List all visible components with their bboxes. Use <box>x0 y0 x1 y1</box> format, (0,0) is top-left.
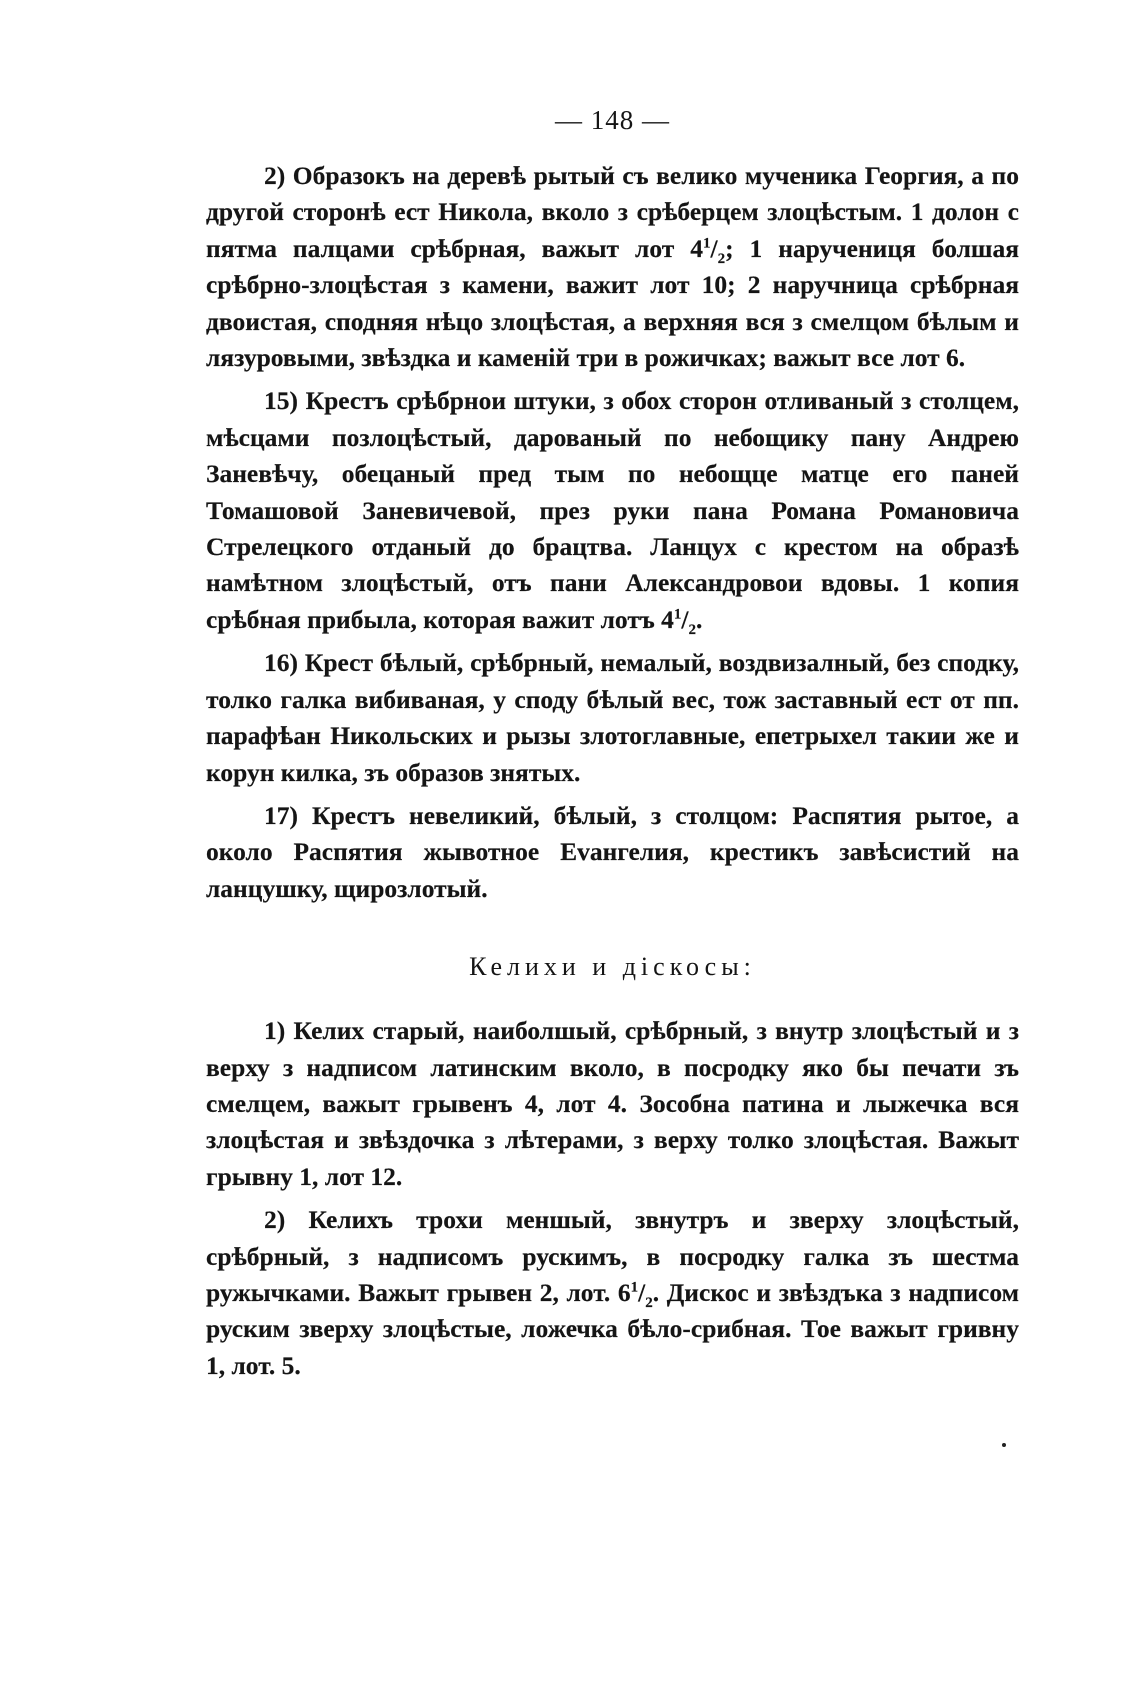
fraction-denominator: 2 <box>688 621 696 638</box>
fraction-numerator: 1 <box>673 606 682 623</box>
paragraph-para-2-image <box>206 158 1019 376</box>
paragraph-para-1-chalice <box>206 1013 1019 1195</box>
print-speck <box>1002 1443 1006 1447</box>
fraction-denominator: 2 <box>645 1295 653 1312</box>
paragraph-para-17-cross <box>206 798 1019 907</box>
paragraph-text: 15) Крестъ срѣбрнои штуки, з обох сторон отливаный з столцем, мѣсцами позлоцѣстый, дарованый по небощику пану Андрею Заневѣчу, обецаный пред тым по небощце матце его паней Томашовой Заневичевой, през руки пана Романа Романовича Стрелецкого отданый до брацтва. Ланцух с крестом на образѣ намѣтном злоцѣстый, отъ пани Александровои вдовы. 1 копия срѣбная прибыла, которая важит лотъ 4 <box>206 386 1019 634</box>
paragraphs-bottom <box>206 1013 1019 1384</box>
paragraph-text: / <box>638 1277 646 1307</box>
page-number: — 148 — <box>555 105 670 135</box>
paragraph-text: 2) Образокъ на деревѣ рытый съ велико мученика Георгия, а по другой сторонѣ ест Никола, вколо з срѣберцем злоцѣстым. 1 долон с пятма палцами срѣбрная, важыт лот 4 <box>206 161 1019 263</box>
fraction-denominator: 2 <box>717 250 726 267</box>
paragraph-para-15-cross <box>206 383 1019 638</box>
paragraph-para-2-chalice <box>206 1202 1019 1384</box>
paragraph-text: 17) Крестъ невеликий, бѣлый, з столцом: Распятия рытое, а около Распятия жывотное Еvангелия, крестикъ завѣсистий на ланцушку, щирозлотый. <box>206 800 1019 903</box>
paragraph-text: 1) Келих старый, наиболшый, срѣбрный, з внутр злоцѣстый и з верху з надписом латинским вколо, в посродку яко бы печати зъ смелцем, важыт грывенъ 4, лот 4. Зособна патина и лыжечка вся злоцѣстая и звѣздочка з лѣтерами, з верху толко злоцѣстая. Важыт грывну 1, лот 12. <box>206 1016 1019 1191</box>
paragraph-para-16-cross <box>206 645 1019 791</box>
paragraphs-top <box>206 158 1019 907</box>
section-heading: Келихи и діскосы: <box>469 952 756 982</box>
fraction-numerator: 1 <box>702 235 711 252</box>
paragraph-text: ; 1 наручениця болшая срѣбрно-злоцѣстая з камени, важит лот 10; 2 наручница срѣбрная двоистая, сподняя нѣцо злоцѣстая, а верхняя вся з смелцом бѣлым и лязуровыми, звѣздка и каменій три в рожичках; важыт все лот 6. <box>206 233 1019 373</box>
paragraph-text: / <box>710 233 718 263</box>
paragraph-text: . <box>695 604 703 634</box>
fraction-numerator: 1 <box>630 1279 639 1296</box>
paragraph-text: / <box>681 604 689 634</box>
document-page <box>206 100 1019 1391</box>
paragraph-text: 16) Крест бѣлый, срѣбрный, немалый, воздвизалный, без сподку, толко галка вибиваная, у споду бѣлый вес, тож заставный ест от пп. парафѣан Никольских и рызы злотоглавные, епетрыхел такии же и корун килка, зъ образов знятых. <box>206 648 1019 787</box>
paragraph-text: . Дискос и звѣздъка з надписом руским зверху злоцѣстые, ложечка бѣло-срибная. Тое важыт гривну 1, лот. 5. <box>206 1277 1019 1380</box>
paragraph-text: 2) Келихъ трохи меншый, звнутръ и зверху злоцѣстый, срѣбрный, з надписомъ рускимъ, в посродку галка зъ шестма ружычками. Важыт грывен 2, лот. 6 <box>206 1205 1019 1307</box>
